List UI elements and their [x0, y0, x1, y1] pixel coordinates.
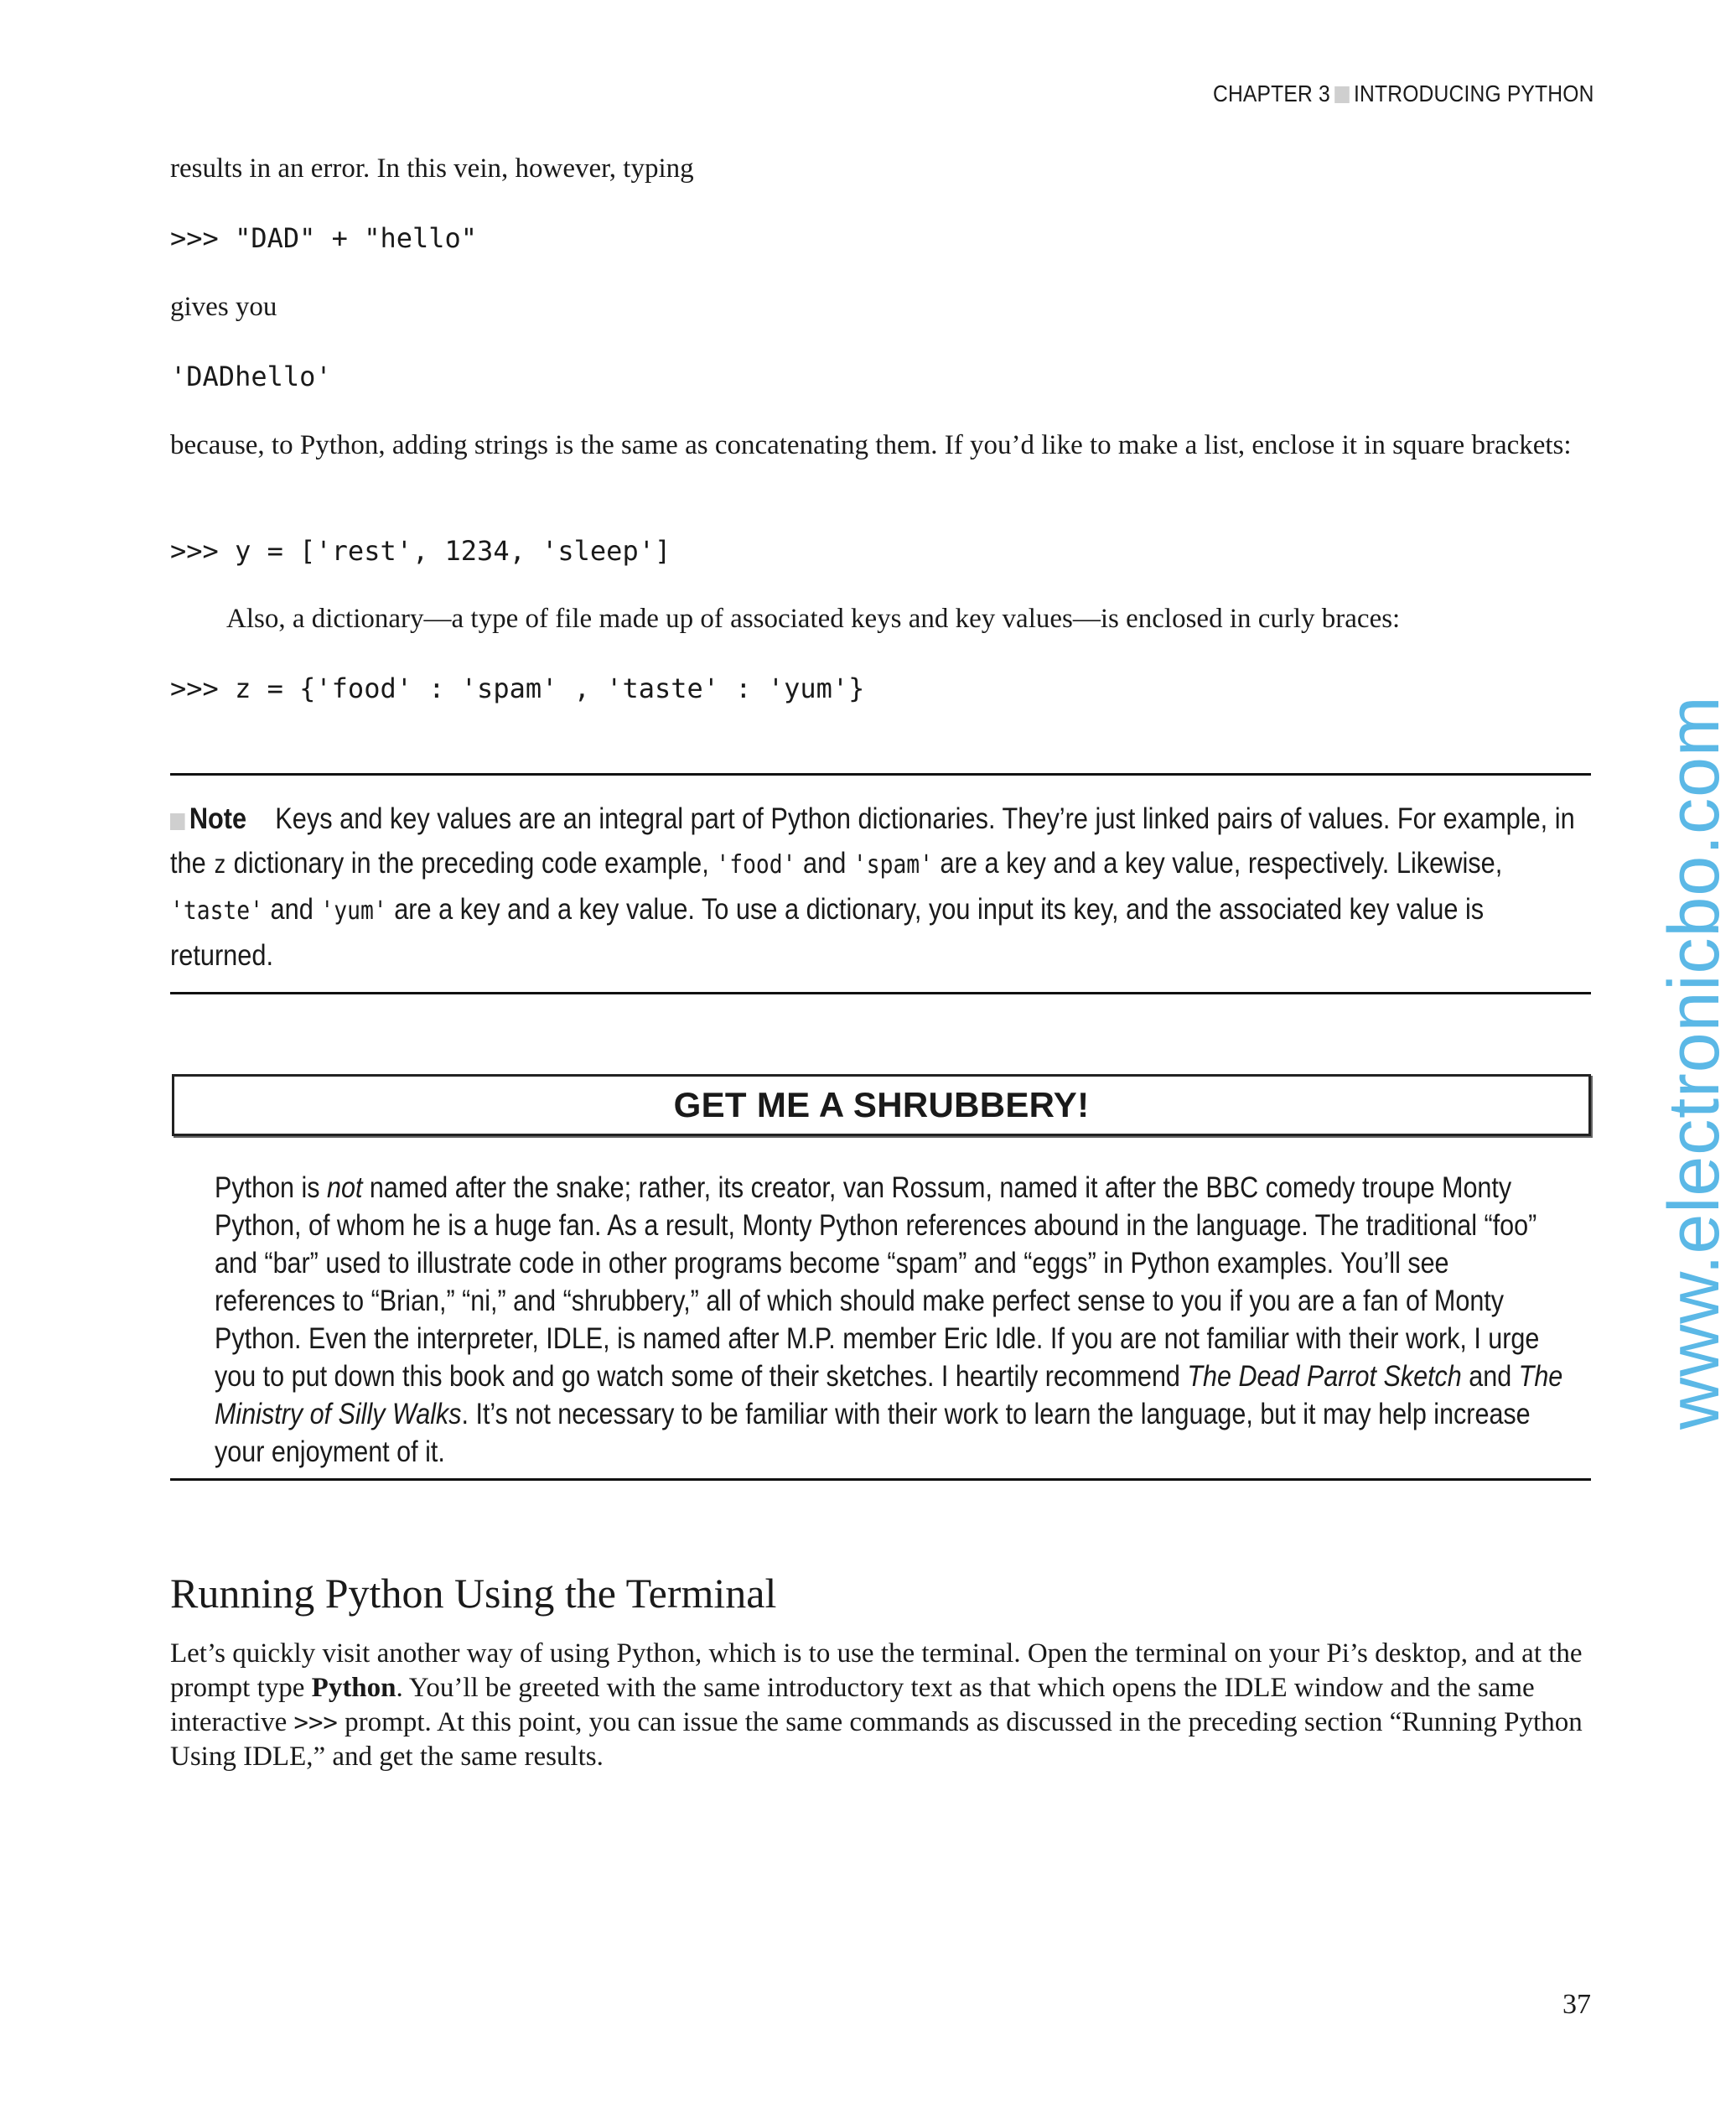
- section-text-1: Let’s quickly visit another way of using Python, which is to use the terminal. Open the terminal on your Pi’s desktop, and at the prompt type: [170, 1638, 1583, 1703]
- paragraph-2: gives you: [170, 292, 277, 322]
- watermark: www.electronicbo.com: [1654, 695, 1734, 1430]
- sidebar-emphasis-not: not: [327, 1171, 363, 1204]
- section-text-3: prompt. At this point, you can issue the same commands as discussed in the preceding section “Running Python Using IDLE,” and get the same results.: [170, 1707, 1583, 1772]
- sidebar-text: [215, 1169, 1574, 1471]
- note-top-rule: [170, 773, 1591, 776]
- note-text-3: and: [795, 847, 853, 880]
- note-code-yum: 'yum': [320, 896, 387, 926]
- header-square-icon: [1335, 86, 1350, 103]
- note-code-spam: 'spam': [852, 850, 934, 880]
- note-text-5: and: [263, 893, 321, 926]
- sidebar-text-4: . It’s not necessary to be familiar with their work to learn the language, but it may help increase your enjoyment of it.: [215, 1398, 1531, 1468]
- section-code-prompt: >>>: [293, 1708, 338, 1736]
- sidebar-title: GET ME A SHRUBBERY!: [172, 1074, 1591, 1136]
- note-code-food: 'food': [716, 850, 796, 880]
- code-line-2: 'DADhello': [170, 361, 332, 392]
- note-text-2: dictionary in the preceding code example,: [226, 847, 717, 880]
- running-header: [1213, 80, 1594, 107]
- section-bold-python: Python: [311, 1673, 396, 1703]
- note-box: [170, 797, 1591, 978]
- chapter-label: CHAPTER 3: [1213, 80, 1331, 106]
- sidebar-bottom-rule: [170, 1478, 1591, 1481]
- sidebar-text-1: Python is: [215, 1171, 328, 1204]
- paragraph-3: because, to Python, adding strings is the same as concatenating them. If you’d like to make a list, enclose it in square brackets:: [170, 430, 1572, 460]
- paragraph-4: Also, a dictionary—a type of file made up of associated keys and key values—is enclosed in curly braces:: [226, 604, 1401, 634]
- note-text-1: Keys and key values are an integral part of Python dictionaries. They’re just linked pairs of values. For example, in the: [170, 802, 1575, 880]
- section-paragraph: [170, 1637, 1599, 1774]
- sidebar-title-silly-walks: The Ministry of Silly Walks: [215, 1360, 1563, 1430]
- sidebar-body: [215, 1169, 1589, 1471]
- note-code-taste: 'taste': [170, 896, 264, 926]
- sidebar-text-2: named after the snake; rather, its creator, van Rossum, named it after the BBC comedy troupe Monty Python, of whom he is a huge fan. As a result, Monty Python references abound in the language. The traditional “foo” and “bar” used to illustrate code in other programs become “spam” and “eggs” in Python examples. You’ll see references to “Brian,” “ni,” and “shrubbery,” all of which should make perfect sense to you if you are a fan of Monty Python. Even the interpreter, IDLE, is named after M.P. member Eric Idle. If you are not familiar with their work, I urge you to put down this book and go watch some of their sketches. I heartily recommend: [215, 1171, 1540, 1393]
- note-text: [170, 797, 1591, 978]
- note-bottom-rule: [170, 992, 1591, 994]
- page-number: 37: [1562, 1989, 1591, 2020]
- code-line-1: >>> "DAD" + "hello": [170, 222, 478, 254]
- note-square-icon: [170, 813, 185, 830]
- note-text-4: are a key and a key value, respectively. Likewise,: [933, 847, 1503, 880]
- sidebar-text-3: and: [1461, 1360, 1519, 1393]
- paragraph-1: results in an error. In this vein, however, typing: [170, 153, 694, 184]
- sidebar-title-dead-parrot: The Dead Parrot Sketch: [1187, 1360, 1462, 1393]
- code-line-4: >>> z = {'food' : 'spam' , 'taste' : 'yum'}: [170, 672, 865, 704]
- chapter-title: INTRODUCING PYTHON: [1354, 80, 1594, 106]
- note-label: Note: [189, 802, 247, 835]
- note-text-6: are a key and a key value. To use a dictionary, you input its key, and the associated key value is returned.: [170, 893, 1485, 972]
- section-text-2: . You’ll be greeted with the same introductory text as that which opens the IDLE window and the same interactive: [170, 1673, 1535, 1737]
- section-heading: Running Python Using the Terminal: [170, 1570, 777, 1617]
- code-line-3: >>> y = ['rest', 1234, 'sleep']: [170, 535, 671, 567]
- note-code-z: z: [213, 850, 227, 880]
